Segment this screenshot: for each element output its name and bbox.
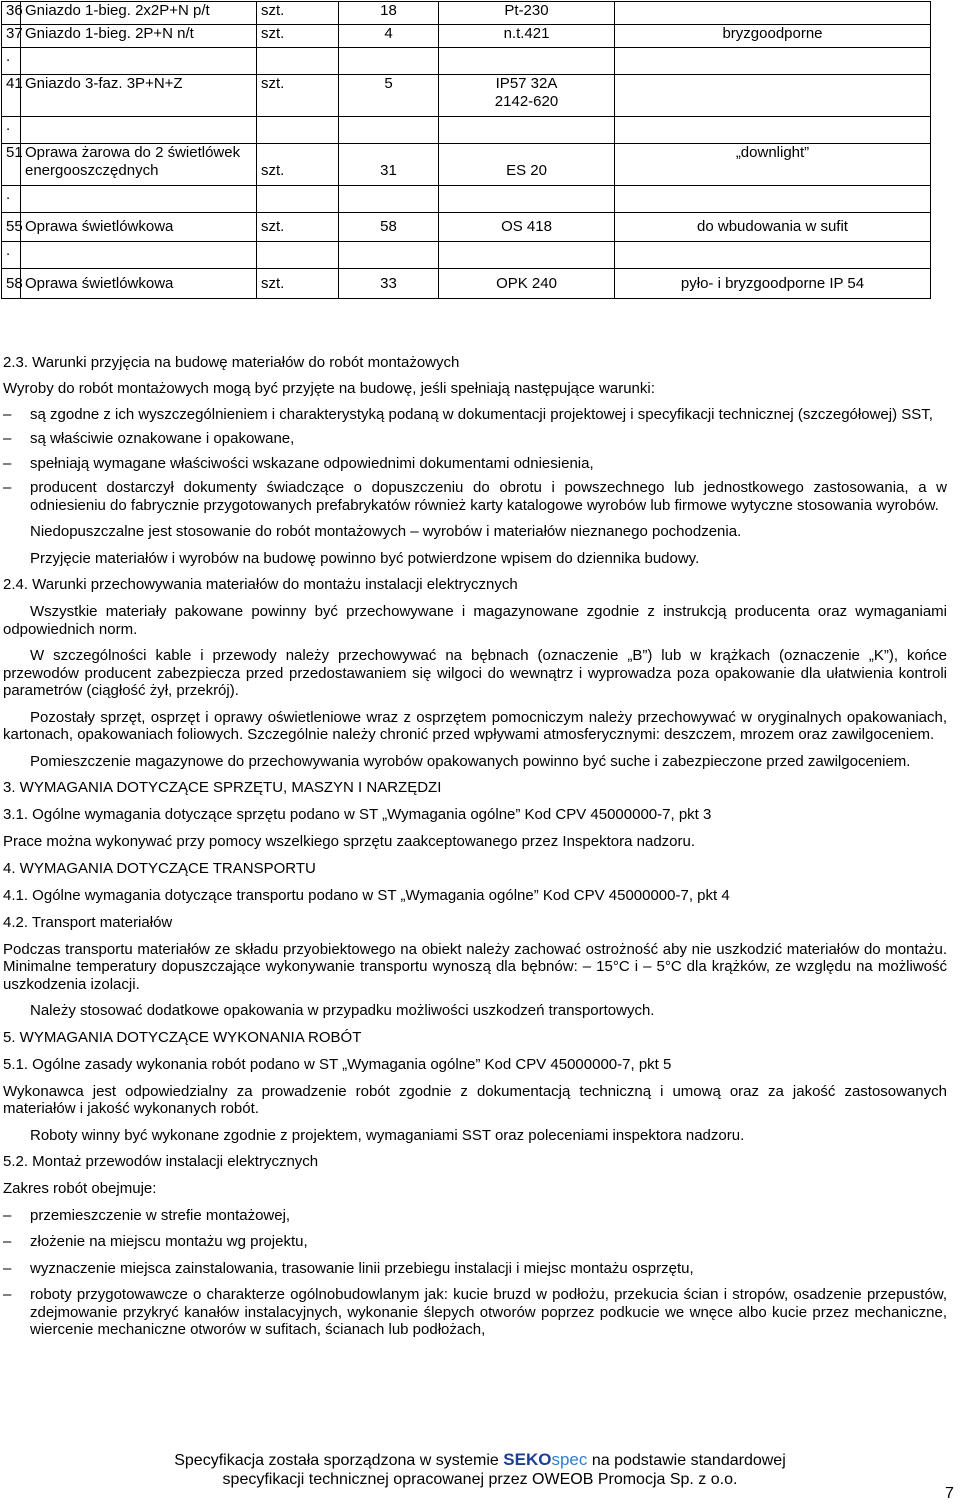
table-row xyxy=(2,242,931,269)
list-item-text: są zgodne z ich wyszczególnieniem i charakterystyką podaną w dokumentacji projektowej i specyfikacji technicznej (szczegółowej) SST, xyxy=(30,405,933,423)
cell-type xyxy=(439,48,615,75)
footer-line-2: specyfikacji technicznej opracowanej przez OWEOB Promocja Sp. z o.o. xyxy=(222,1471,738,1488)
cell-note xyxy=(615,2,931,25)
section-heading: 4. WYMAGANIA DOTYCZĄCE TRANSPORTU xyxy=(3,859,316,877)
cell-unit xyxy=(257,242,339,269)
section-heading: 5. WYMAGANIA DOTYCZĄCE WYKONANIA ROBÓT xyxy=(3,1028,362,1046)
cell-note xyxy=(615,186,931,213)
paragraph: Podczas transportu materiałów ze składu przyobiektowego na obiekt należy zachować ostrożność aby nie uszkodzić materiałów do montażu. Minimalne temperatury dopuszczające wykonywanie transportu wynoszą dla bębnów: – 15°C i – 5°C dla krążków, ze względu na możliwość uszkodzenia izolacji. xyxy=(3,940,947,993)
cell-name: Oprawa świetlówkowa xyxy=(21,269,257,299)
cell-unit xyxy=(257,144,339,186)
subsection-heading: 5.1. Ogólne zasady wykonania robót podano w ST „Wymagania ogólne” Kod CPV 45000000-7, pkt 5 xyxy=(3,1055,672,1073)
type-line-1: IP57 32A xyxy=(495,75,558,92)
page-number: 7 xyxy=(945,1485,954,1502)
table-row xyxy=(2,269,931,299)
cell-note xyxy=(615,117,931,144)
cell-note: bryzgoodporne xyxy=(615,25,931,48)
table-row xyxy=(2,186,931,213)
cell-name: Gniazdo 3-faz. 3P+N+Z xyxy=(21,75,257,117)
cell-qty: 58 xyxy=(339,213,439,242)
cell-note: do wbudowania w sufit xyxy=(615,213,931,242)
paragraph: Pomieszczenie magazynowe do przechowywania wyrobów opakowanych powinno być suche i zabezpieczone przed zawilgoceniem. xyxy=(30,752,911,770)
cell-num: . xyxy=(2,48,21,75)
cell-name: Oprawa świetlówkowa xyxy=(21,213,257,242)
unit-text: szt. xyxy=(261,162,285,179)
paragraph: Zakres robót obejmuje: xyxy=(3,1180,157,1197)
page-footer xyxy=(0,1450,960,1489)
cell-num: . xyxy=(2,117,21,144)
sekospec-logo xyxy=(503,1450,587,1469)
cell-type xyxy=(439,242,615,269)
table-row xyxy=(2,213,931,242)
section-heading: 3. WYMAGANIA DOTYCZĄCE SPRZĘTU, MASZYN I NARZĘDZI xyxy=(3,779,442,796)
name-line-1: Oprawa żarowa do 2 świetlówek xyxy=(25,144,241,161)
section-heading: 2.3. Warunki przyjęcia na budowę materiałów do robót montażowych xyxy=(3,354,460,371)
cell-type xyxy=(439,117,615,144)
cell-name xyxy=(21,186,257,213)
list-item: – są właściwie oznakowane i opakowane, xyxy=(3,430,947,448)
cell-unit: szt. xyxy=(257,213,339,242)
cell-name xyxy=(21,242,257,269)
list-item: – spełniają wymagane właściwości wskazane odpowiednimi dokumentami odniesienia, xyxy=(3,455,947,473)
cell-qty xyxy=(339,186,439,213)
subsection-heading: 4.1. Ogólne wymagania dotyczące transportu podano w ST „Wymagania ogólne” Kod CPV 45000000-7, pkt 4 xyxy=(3,886,730,904)
cell-note: „downlight” xyxy=(615,144,931,186)
list-item-text: są właściwie oznakowane i opakowane, xyxy=(30,430,295,447)
cell-type: Pt-230 xyxy=(439,2,615,25)
list-item: – wyznaczenie miejsca zainstalowania, trasowanie linii przebiegu instalacji i miejsc montażu osprzętu, xyxy=(3,1260,947,1278)
cell-type: n.t.421 xyxy=(439,25,615,48)
cell-qty xyxy=(339,242,439,269)
paragraph: Przyjęcie materiałów i wyrobów na budowę powinno być potwierdzone wpisem do dziennika budowy. xyxy=(30,549,700,567)
list-item: – roboty przygotowawcze o charakterze ogólnobudowlanym jak: kucie bruzd w podłożu, przekucia ścian i stropów, osadzenie przepustów, zdejmowanie przykryć kanałów instalacyjnych, wykonanie ślepych otworów poprzez podkucie we wnęce albo kucie przez mechaniczne, wiercenie mechaniczne otworów w sufitach, ścianach lub podłożach, xyxy=(3,1286,947,1338)
cell-note xyxy=(615,48,931,75)
paragraph: Prace można wykonywać przy pomocy wszelkiego sprzętu zaakceptowanego przez Inspektora nadzoru. xyxy=(3,833,696,850)
section-heading: 2.4. Warunki przechowywania materiałów do montażu instalacji elektrycznych xyxy=(3,576,518,593)
cell-type xyxy=(439,186,615,213)
cell-unit xyxy=(257,117,339,144)
cell-unit xyxy=(257,186,339,213)
table-row xyxy=(2,117,931,144)
cell-unit: szt. xyxy=(257,25,339,48)
cell-num: 41 xyxy=(2,75,21,117)
paragraph: Wykonawca jest odpowiedzialny za prowadzenie robót zgodnie z dokumentacją techniczną i umową oraz za jakość zastosowanych materiałów i jakość wykonanych robót. xyxy=(3,1082,947,1117)
cell-qty: 33 xyxy=(339,269,439,299)
cell-qty: 18 xyxy=(339,2,439,25)
subsection-heading: 4.2. Transport materiałów xyxy=(3,913,173,931)
list-item: – przemieszczenie w strefie montażowej, xyxy=(3,1207,947,1225)
table-row xyxy=(2,144,931,186)
table-row xyxy=(2,75,931,117)
cell-name xyxy=(21,48,257,75)
cell-num: 51 xyxy=(2,144,21,186)
subsection-heading: 5.2. Montaż przewodów instalacji elektrycznych xyxy=(3,1153,319,1170)
paragraph: Wszystkie materiały pakowane powinny być przechowywane i magazynowane zgodnie z instrukcją producenta oraz wymaganiami odpowiednich norm. xyxy=(3,603,947,638)
cell-qty xyxy=(339,117,439,144)
list-item-text: spełniają wymagane właściwości wskazane odpowiednimi dokumentami odniesienia, xyxy=(30,454,594,472)
cell-name: Gniazdo 1-bieg. 2x2P+N p/t xyxy=(21,2,257,25)
footer-text: na podstawie standardowej xyxy=(591,1452,786,1469)
materials-table xyxy=(1,1,931,299)
cell-type: OPK 240 xyxy=(439,269,615,299)
cell-num: 58 xyxy=(2,269,21,299)
cell-qty xyxy=(339,48,439,75)
cell-num: 36 xyxy=(2,2,21,25)
cell-name xyxy=(21,144,257,186)
cell-name: Gniazdo 1-bieg. 2P+N n/t xyxy=(21,25,257,48)
list-item: – złożenie na miejscu montażu wg projektu, xyxy=(3,1233,947,1251)
list-item-text: wyznaczenie miejsca zainstalowania, trasowanie linii przebiegu instalacji i miejsc montażu osprzętu, xyxy=(30,1259,694,1277)
cell-num: 55 xyxy=(2,213,21,242)
subsection-heading: 3.1. Ogólne wymagania dotyczące sprzętu podano w ST „Wymagania ogólne” Kod CPV 45000000-7, pkt 3 xyxy=(3,806,712,823)
cell-type xyxy=(439,144,615,186)
cell-qty: 5 xyxy=(339,75,439,117)
cell-note: pyło- i bryzgoodporne IP 54 xyxy=(615,269,931,299)
cell-qty: 4 xyxy=(339,25,439,48)
logo-part-1: SEKO xyxy=(503,1450,552,1469)
cell-unit: szt. xyxy=(257,269,339,299)
paragraph: Należy stosować dodatkowe opakowania w przypadku możliwości uszkodzeń transportowych. xyxy=(30,1002,655,1019)
cell-name xyxy=(21,117,257,144)
cell-note xyxy=(615,242,931,269)
cell-num: . xyxy=(2,186,21,213)
list-item-text: przemieszczenie w strefie montażowej, xyxy=(30,1206,291,1224)
list-item-text: złożenie na miejscu montażu wg projektu, xyxy=(30,1233,308,1250)
cell-type xyxy=(439,75,615,117)
cell-num: 37 xyxy=(2,25,21,48)
cell-type: OS 418 xyxy=(439,213,615,242)
table-row xyxy=(2,48,931,75)
cell-qty xyxy=(339,144,439,186)
cell-unit: szt. xyxy=(257,2,339,25)
paragraph: W szczególności kable i przewody należy przechowywać na bębnach (oznaczenie „B”) lub w krążkach (oznaczenie „K”), końce przewodów producent zabezpiecza przed przedostawaniem się wilgoci do wewnątrz i wyprowadza poza opakowanie dla ułatwienia kontroli parametrów (ciągłość żył, przekrój). xyxy=(3,647,947,699)
paragraph: Wyroby do robót montażowych mogą być przyjęte na budowę, jeśli spełniają następujące warunki: xyxy=(3,380,655,397)
paragraph: Roboty winny być wykonane zgodnie z projektem, wymaganiami SST oraz poleceniami inspektora nadzoru. xyxy=(30,1126,745,1144)
cell-num: . xyxy=(2,242,21,269)
cell-unit: szt. xyxy=(257,75,339,117)
footer-text: Specyfikacja została sporządzona w systemie xyxy=(174,1452,499,1469)
footer-line-1 xyxy=(0,1450,960,1470)
type-text: ES 20 xyxy=(506,162,547,179)
type-line-2: 2142-620 xyxy=(494,93,559,110)
table-row xyxy=(2,25,931,48)
logo-part-2: spec xyxy=(551,1450,588,1469)
cell-unit xyxy=(257,48,339,75)
list-item-text: roboty przygotowawcze o charakterze ogólnobudowlanym jak: kucie bruzd w podłożu, przekucia ścian i stropów, osadzenie przepustów, zdejmowanie przykryć kanałów instalacyjnych, wykonanie ślepych otworów poprzez podkucie we wnęce albo kucie przez mechaniczne, wiercenie mechaniczne otworów w sufitach, ścianach lub podłożach, xyxy=(30,1286,947,1338)
paragraph: Pozostały sprzęt, osprzęt i oprawy oświetleniowe wraz z osprzętem pomocniczym należy przechowywać w oryginalnych opakowaniach, kartonach, opakowaniach foliowych. Szczególnie należy chronić przed wpływami atmosferycznymi: deszczem, mrozem oraz zawilgoceniem. xyxy=(3,708,947,743)
list-item: – producent dostarczył dokumenty świadczące o dopuszczeniu do obrotu i powszechnego lub jednostkowego zastosowania, a w odniesieniu do fabrycznie przygotowanych prefabrykatów również karty katalogowe wyrobów lub firmowe wytyczne stosowania wyrobów. xyxy=(3,479,947,514)
table-row xyxy=(2,2,931,25)
cell-note xyxy=(615,75,931,117)
document-body xyxy=(3,354,947,1339)
list-item: – są zgodne z ich wyszczególnieniem i charakterystyką podaną w dokumentacji projektowej i specyfikacji technicznej (szczegółowej) SST, xyxy=(3,406,947,424)
qty-text: 31 xyxy=(380,162,397,179)
name-line-2: energooszczędnych xyxy=(25,162,159,179)
list-item-text: producent dostarczył dokumenty świadczące o dopuszczeniu do obrotu i powszechnego lub jednostkowego zastosowania, a w odniesieniu do fabrycznie przygotowanych prefabrykatów również karty katalogowe wyrobów lub firmowe wytyczne stosowania wyrobów. xyxy=(30,479,947,514)
paragraph: Niedopuszczalne jest stosowanie do robót montażowych – wyrobów i materiałów nieznanego pochodzenia. xyxy=(30,523,742,540)
